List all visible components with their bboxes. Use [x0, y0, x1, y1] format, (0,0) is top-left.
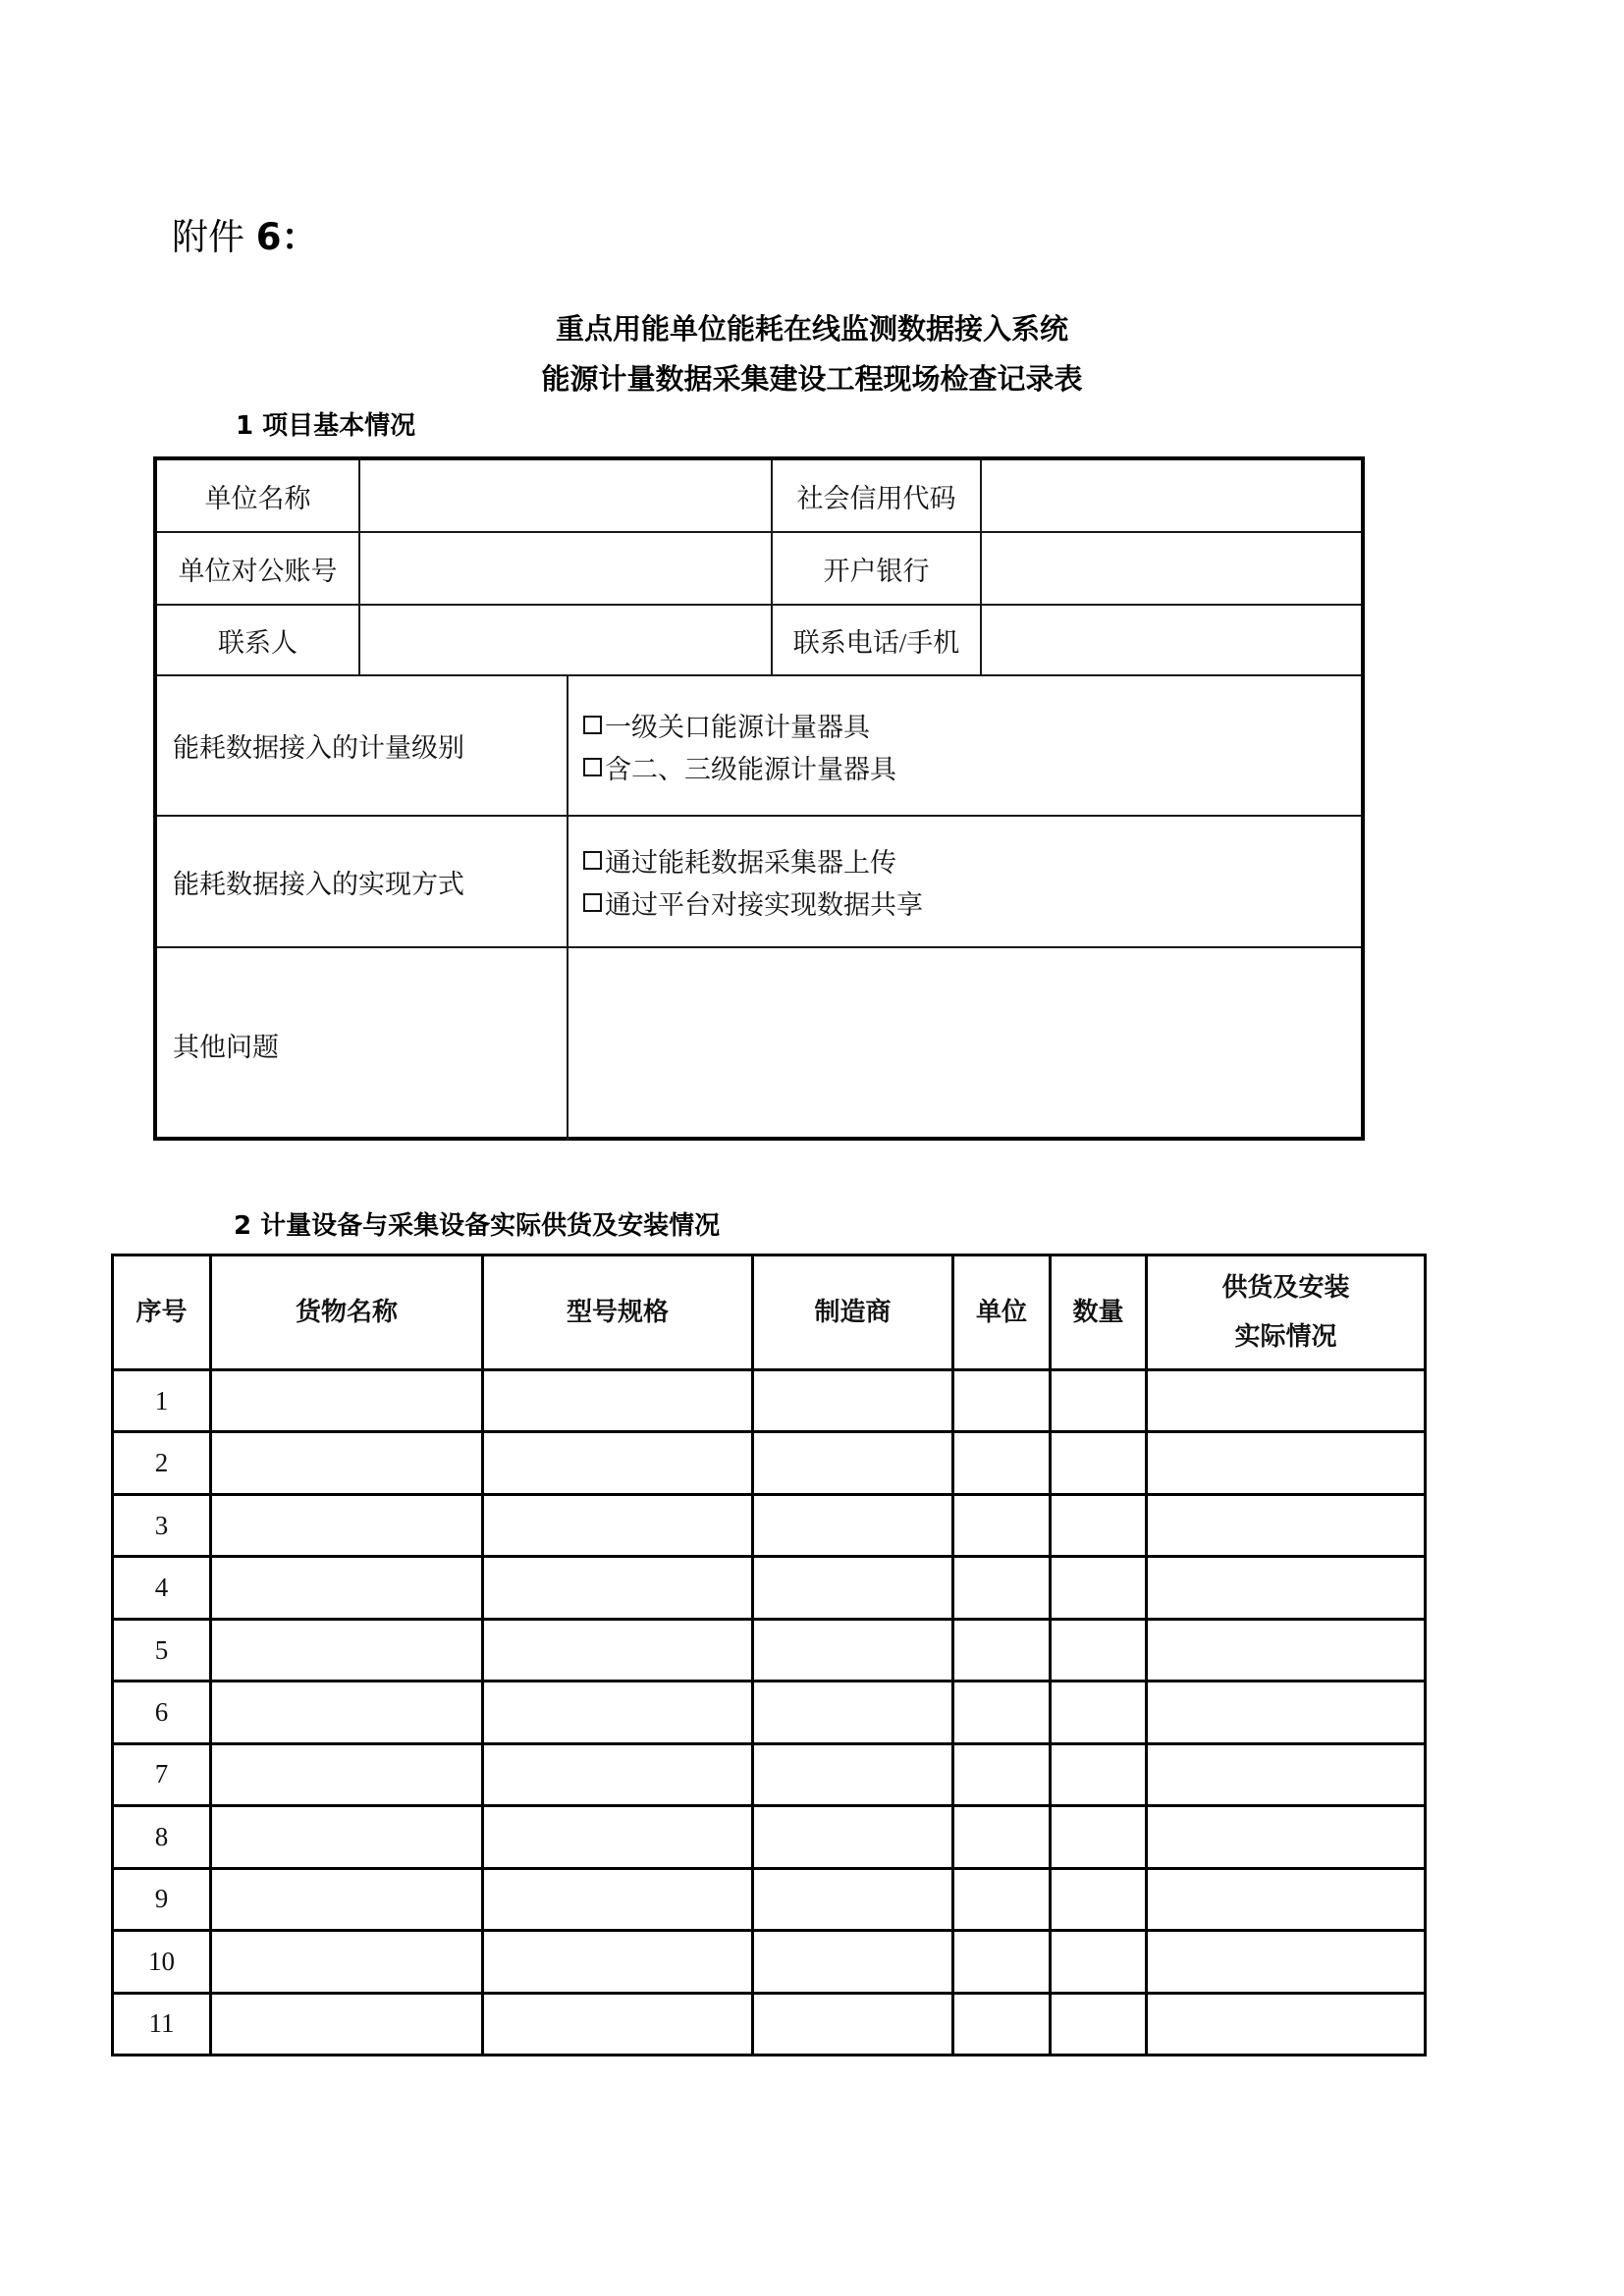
cell-manufacturer-input[interactable]	[754, 1870, 951, 1929]
label-contact-phone: 联系电话/手机	[792, 627, 960, 658]
cell-manufacturer-input[interactable]	[754, 1745, 951, 1804]
option-label: 通过平台对接实现数据共享	[605, 889, 923, 920]
label-access-method: 能耗数据接入的实现方式	[173, 869, 464, 899]
cell-unit-input[interactable]	[954, 1433, 1049, 1492]
checkbox-icon[interactable]	[583, 893, 602, 912]
cell-goods-name-input[interactable]	[212, 1682, 481, 1741]
cell-quantity-input[interactable]	[1052, 1870, 1145, 1929]
row-number: 4	[154, 1573, 169, 1603]
cell-supply-install-input[interactable]	[1148, 1995, 1424, 2054]
label-other-issues: 其他问题	[173, 1032, 279, 1062]
cell-quantity-input[interactable]	[1052, 1745, 1145, 1804]
cell-goods-name-input[interactable]	[212, 1932, 481, 1991]
column-header-supply-install	[1148, 1256, 1424, 1368]
cell-goods-name-input[interactable]	[212, 1807, 481, 1866]
cell-quantity-input[interactable]	[1052, 1433, 1145, 1492]
cell-unit-input[interactable]	[954, 1558, 1049, 1617]
cell-manufacturer-input[interactable]	[754, 1621, 951, 1680]
row-number: 9	[154, 1884, 169, 1914]
cell-supply-install-input[interactable]	[1148, 1371, 1424, 1430]
document-title-line1: 重点用能单位能耗在线监测数据接入系统	[555, 312, 1068, 346]
label-unit-name: 单位名称	[204, 483, 311, 513]
column-header-line2: 实际情况	[1234, 1322, 1337, 1352]
contact-person-input[interactable]	[360, 606, 771, 674]
cell-model-spec-input[interactable]	[484, 1745, 751, 1804]
column-header-no: 序号	[135, 1298, 188, 1327]
column-header-manufacturer: 制造商	[814, 1298, 892, 1327]
row-number: 1	[154, 1385, 169, 1415]
cell-manufacturer-input[interactable]	[754, 1433, 951, 1492]
cell-supply-install-input[interactable]	[1148, 1621, 1424, 1680]
section1-title: 1 项目基本情况	[236, 411, 416, 441]
column-header-line1: 供货及安装	[1221, 1273, 1350, 1303]
cell-unit-input[interactable]	[954, 1745, 1049, 1804]
cell-unit-input[interactable]	[954, 1807, 1049, 1866]
cell-model-spec-input[interactable]	[484, 1932, 751, 1991]
cell-goods-name-input[interactable]	[212, 1433, 481, 1492]
section2-title: 2 计量设备与采集设备实际供货及安装情况	[234, 1211, 721, 1241]
cell-model-spec-input[interactable]	[484, 1995, 751, 2054]
attachment-label: 附件	[172, 216, 244, 258]
row-number: 3	[154, 1510, 169, 1540]
cell-supply-install-input[interactable]	[1148, 1496, 1424, 1555]
credit-code-input[interactable]	[982, 460, 1361, 531]
label-bank-account: 单位对公账号	[178, 556, 338, 586]
cell-unit-input[interactable]	[954, 1682, 1049, 1741]
checkbox-icon[interactable]	[583, 716, 602, 734]
row-number: 6	[154, 1696, 169, 1727]
bank-account-input[interactable]	[360, 533, 771, 604]
option-label: 含二、三级能源计量器具	[605, 754, 896, 784]
option-label: 一级关口能源计量器具	[605, 712, 870, 742]
cell-goods-name-input[interactable]	[212, 1621, 481, 1680]
row-number: 11	[148, 2008, 175, 2039]
option-level23-meter-checkbox[interactable]	[583, 750, 896, 783]
project-basic-info-table	[153, 456, 1365, 1141]
cell-quantity-input[interactable]	[1052, 1807, 1145, 1866]
cell-supply-install-input[interactable]	[1148, 1807, 1424, 1866]
cell-supply-install-input[interactable]	[1148, 1745, 1424, 1804]
cell-goods-name-input[interactable]	[212, 1745, 481, 1804]
cell-unit-input[interactable]	[954, 1932, 1049, 1991]
cell-goods-name-input[interactable]	[212, 1995, 481, 2054]
cell-quantity-input[interactable]	[1052, 1371, 1145, 1430]
label-credit-code: 社会信用代码	[796, 483, 956, 513]
cell-goods-name-input[interactable]	[212, 1870, 481, 1929]
other-issues-textarea[interactable]	[568, 948, 1361, 1137]
cell-supply-install-input[interactable]	[1148, 1558, 1424, 1617]
cell-manufacturer-input[interactable]	[754, 1558, 951, 1617]
row-number: 8	[154, 1821, 169, 1851]
cell-unit-input[interactable]	[954, 1496, 1049, 1555]
cell-manufacturer-input[interactable]	[754, 1995, 951, 2054]
label-bank: 开户银行	[823, 556, 930, 586]
cell-unit-input[interactable]	[954, 1995, 1049, 2054]
unit-name-input[interactable]	[360, 460, 771, 531]
cell-model-spec-input[interactable]	[484, 1371, 751, 1430]
document-title-line2: 能源计量数据采集建设工程现场检查记录表	[541, 362, 1083, 396]
cell-goods-name-input[interactable]	[212, 1496, 481, 1555]
cell-quantity-input[interactable]	[1052, 1558, 1145, 1617]
label-contact-person: 联系人	[218, 627, 298, 658]
checkbox-icon[interactable]	[583, 758, 602, 776]
bank-input[interactable]	[982, 533, 1361, 604]
cell-manufacturer-input[interactable]	[754, 1371, 951, 1430]
cell-manufacturer-input[interactable]	[754, 1807, 951, 1866]
column-header-goods-name: 货物名称	[295, 1298, 398, 1327]
option-label: 通过能耗数据采集器上传	[605, 847, 896, 878]
label-metering-level: 能耗数据接入的计量级别	[173, 733, 464, 763]
row-number: 2	[154, 1448, 169, 1478]
cell-manufacturer-input[interactable]	[754, 1932, 951, 1991]
equipment-supply-table	[111, 1254, 1427, 2056]
cell-supply-install-input[interactable]	[1148, 1433, 1424, 1492]
cell-quantity-input[interactable]	[1052, 1621, 1145, 1680]
cell-manufacturer-input[interactable]	[754, 1496, 951, 1555]
cell-model-spec-input[interactable]	[484, 1870, 751, 1929]
cell-unit-input[interactable]	[954, 1371, 1049, 1430]
cell-unit-input[interactable]	[954, 1870, 1049, 1929]
cell-model-spec-input[interactable]	[484, 1433, 751, 1492]
cell-supply-install-input[interactable]	[1148, 1682, 1424, 1741]
cell-quantity-input[interactable]	[1052, 1995, 1145, 2054]
cell-model-spec-input[interactable]	[484, 1558, 751, 1617]
row-number: 5	[154, 1634, 169, 1665]
option-platform-share-checkbox[interactable]	[583, 885, 923, 919]
cell-quantity-input[interactable]	[1052, 1496, 1145, 1555]
checkbox-icon[interactable]	[583, 851, 602, 870]
column-header-model-spec: 型号规格	[566, 1298, 669, 1327]
cell-quantity-input[interactable]	[1052, 1932, 1145, 1991]
row-number: 7	[154, 1759, 169, 1789]
option-collector-upload-checkbox[interactable]	[583, 843, 896, 877]
cell-supply-install-input[interactable]	[1148, 1870, 1424, 1929]
cell-model-spec-input[interactable]	[484, 1496, 751, 1555]
column-header-unit: 单位	[975, 1298, 1027, 1327]
contact-phone-input[interactable]	[982, 606, 1361, 674]
option-level1-meter-checkbox[interactable]	[583, 708, 870, 741]
attachment-number: 6：	[255, 216, 318, 258]
cell-goods-name-input[interactable]	[212, 1371, 481, 1430]
cell-model-spec-input[interactable]	[484, 1621, 751, 1680]
cell-model-spec-input[interactable]	[484, 1682, 751, 1741]
attachment-title	[172, 214, 318, 261]
cell-supply-install-input[interactable]	[1148, 1932, 1424, 1991]
row-number: 10	[148, 1946, 175, 1976]
column-header-quantity: 数量	[1072, 1298, 1124, 1327]
cell-model-spec-input[interactable]	[484, 1807, 751, 1866]
cell-goods-name-input[interactable]	[212, 1558, 481, 1617]
cell-manufacturer-input[interactable]	[754, 1682, 951, 1741]
cell-unit-input[interactable]	[954, 1621, 1049, 1680]
cell-quantity-input[interactable]	[1052, 1682, 1145, 1741]
